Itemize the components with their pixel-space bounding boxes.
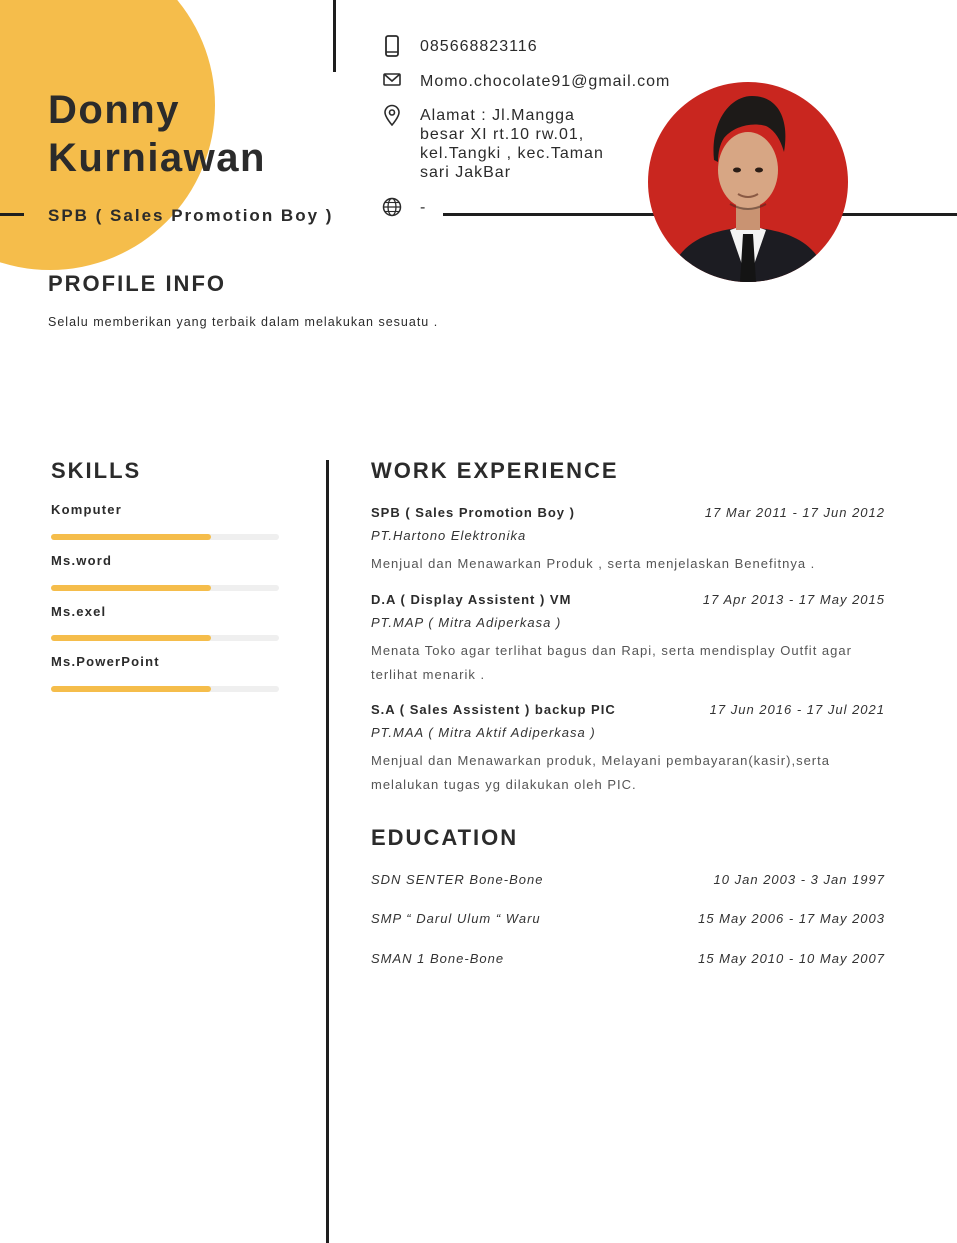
- work-item: [371, 505, 885, 577]
- phone-icon: [382, 35, 402, 57]
- job-role: S.A ( Sales Assistent ) backup PIC: [371, 702, 616, 717]
- school-dates: 15 May 2006 - 17 May 2003: [698, 911, 885, 926]
- column-divider-line: [326, 460, 329, 1243]
- job-title: SPB ( Sales Promotion Boy ): [48, 206, 334, 225]
- full-name: [48, 86, 266, 182]
- address-text: [420, 106, 604, 182]
- job-description: Menjual dan Menawarkan produk, Melayani pembayaran(kasir),serta melalukan tugas yg dilakukan oleh PIC.: [371, 753, 830, 792]
- skill-bar: [51, 585, 279, 591]
- address-line-2: besar XI rt.10 rw.01,: [420, 126, 585, 143]
- work-item: [371, 702, 885, 798]
- person-portrait-icon: [648, 82, 848, 282]
- skill-bar-fill: [51, 686, 211, 692]
- job-description: Menjual dan Menawarkan Produk , serta menjelaskan Benefitnya .: [371, 556, 816, 571]
- address-line-1: Alamat : Jl.Mangga: [420, 107, 575, 124]
- profile-photo: [648, 82, 848, 282]
- skill-bar: [51, 635, 279, 641]
- profile-info-heading: PROFILE INFO: [48, 271, 226, 296]
- school-dates: 10 Jan 2003 - 3 Jan 1997: [713, 872, 885, 887]
- address-line-3: kel.Tangki , kec.Taman: [420, 145, 604, 162]
- location-pin-icon: [382, 104, 402, 126]
- globe-icon: [382, 196, 402, 218]
- job-company: PT.MAA ( Mitra Aktif Adiperkasa ): [371, 725, 596, 740]
- website-text: -: [420, 199, 427, 216]
- job-role: D.A ( Display Assistent ) VM: [371, 592, 572, 607]
- skill-label: Komputer: [51, 502, 122, 517]
- school-name: SMAN 1 Bone-Bone: [371, 951, 505, 966]
- skill-label: Ms.word: [51, 553, 113, 568]
- school-dates: 15 May 2010 - 10 May 2007: [698, 951, 885, 966]
- education-item: [371, 872, 885, 890]
- profile-info-text: Selalu memberikan yang terbaik dalam melakukan sesuatu .: [48, 315, 439, 329]
- left-divider-line: [0, 213, 24, 216]
- job-company: PT.Hartono Elektronika: [371, 528, 527, 543]
- skill-label: Ms.exel: [51, 604, 107, 619]
- education-item: [371, 911, 885, 929]
- address-line-4: sari JakBar: [420, 164, 512, 181]
- skill-bar: [51, 686, 279, 692]
- job-description: Menata Toko agar terlihat bagus dan Rapi, serta mendisplay Outfit agar terlihat menarik .: [371, 643, 852, 682]
- job-company: PT.MAP ( Mitra Adiperkasa ): [371, 615, 562, 630]
- job-dates: 17 Jun 2016 - 17 Jul 2021: [709, 702, 885, 717]
- top-divider-line: [333, 0, 336, 72]
- education-item: [371, 951, 885, 969]
- work-item: [371, 592, 885, 688]
- skill-bar: [51, 534, 279, 540]
- skills-heading: SKILLS: [51, 458, 142, 483]
- work-experience-heading: WORK EXPERIENCE: [371, 458, 619, 483]
- job-dates: 17 Mar 2011 - 17 Jun 2012: [704, 505, 885, 520]
- skill-label: Ms.PowerPoint: [51, 654, 160, 669]
- school-name: SMP “ Darul Ulum “ Waru: [371, 911, 541, 926]
- job-dates: 17 Apr 2013 - 17 May 2015: [702, 592, 885, 607]
- first-name: Donny: [48, 88, 180, 132]
- education-heading: EDUCATION: [371, 825, 519, 850]
- last-name: Kurniawan: [48, 136, 266, 180]
- skill-bar-fill: [51, 534, 211, 540]
- phone-number: 085668823116: [420, 38, 538, 55]
- school-name: SDN SENTER Bone-Bone: [371, 872, 544, 887]
- job-role: SPB ( Sales Promotion Boy ): [371, 505, 575, 520]
- mail-icon: [382, 70, 402, 92]
- skill-bar-fill: [51, 585, 211, 591]
- skill-bar-fill: [51, 635, 211, 641]
- email-address: Momo.chocolate91@gmail.com: [420, 73, 671, 90]
